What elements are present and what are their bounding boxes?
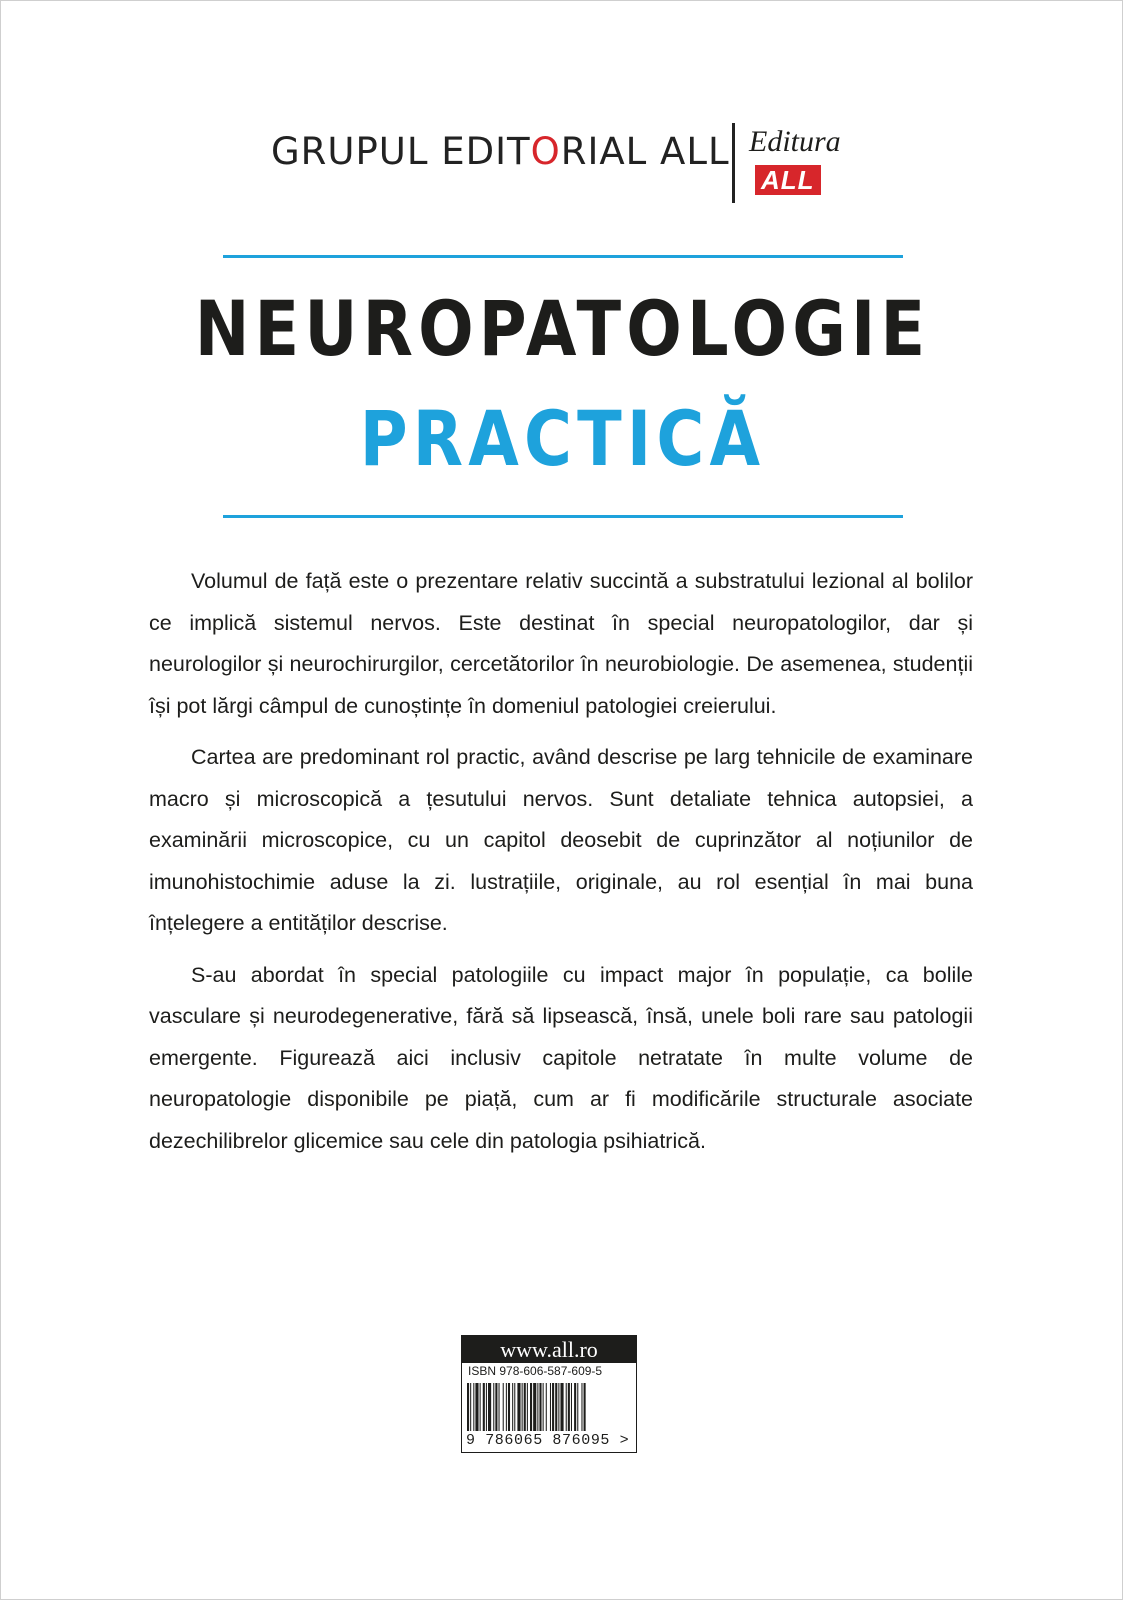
- barcode-bar: [543, 1383, 544, 1431]
- barcode-bar: [512, 1383, 513, 1431]
- barcode-bar: [495, 1383, 497, 1431]
- barcode-bar: [514, 1383, 515, 1431]
- barcode-bar: [533, 1383, 536, 1431]
- logo-script-text: Editura: [749, 125, 841, 158]
- barcode-bar: [506, 1383, 507, 1431]
- barcode-bar: [524, 1383, 526, 1431]
- barcode-bar: [483, 1383, 485, 1431]
- barcode-bar: [527, 1383, 528, 1431]
- barcode-digits: 9 786065 876095 >: [466, 1432, 630, 1449]
- barcode-bar: [537, 1383, 538, 1431]
- barcode-bar: [530, 1383, 532, 1431]
- barcode-bar: [475, 1383, 478, 1431]
- description-paragraph-1: Volumul de față este o prezentare relativ succintă a substratului lezional al bolilor ce implică sistemul nervos. Este destinat în special neuropatologilor, dar și neurologilor și neurochirurgilor, cercetătorilor în neurobiologie. De asemenea, studenții își pot lărgi câmpul de cunoștințe în domeniul patologiei creierului.: [149, 569, 973, 718]
- book-title-line1: NEUROPATOLOGIE: [194, 284, 931, 373]
- barcode-bar: [574, 1383, 576, 1431]
- publisher-divider: [732, 123, 735, 203]
- barcode-bar: [566, 1383, 567, 1431]
- description-text: [149, 561, 973, 1172]
- barcode-bar: [522, 1383, 523, 1431]
- barcode-bar: [558, 1383, 559, 1431]
- website-label: www.all.ro: [462, 1336, 636, 1363]
- barcode-bar: [508, 1383, 510, 1431]
- barcode-bar: [584, 1383, 586, 1431]
- barcode-bar: [539, 1383, 541, 1431]
- barcode-bar: [467, 1383, 469, 1431]
- barcode-bar: [499, 1383, 500, 1431]
- barcode-bar: [486, 1383, 487, 1431]
- publisher-o-mark: O: [530, 130, 561, 173]
- publisher-name-part1: GRUPUL EDIT: [271, 130, 531, 173]
- barcode-bar: [581, 1383, 582, 1431]
- barcode-bar: [517, 1383, 520, 1431]
- barcode-bar: [480, 1383, 481, 1431]
- barcode-bar: [568, 1383, 570, 1431]
- barcode-bar: [488, 1383, 491, 1431]
- barcode-bar: [546, 1383, 547, 1431]
- isbn-label: ISBN 978-606-587-609-5: [468, 1364, 603, 1378]
- title-rule-bottom: [223, 515, 903, 518]
- logo-all-badge: ALL: [755, 165, 821, 195]
- barcode-bar: [550, 1383, 551, 1431]
- barcode-bar: [555, 1383, 557, 1431]
- barcode-bar: [571, 1383, 572, 1431]
- isbn-barcode-block: [461, 1335, 637, 1453]
- barcode-bar: [493, 1383, 494, 1431]
- barcode-bar: [470, 1383, 471, 1431]
- barcode-bar: [577, 1383, 578, 1431]
- barcode-bars: [467, 1383, 631, 1431]
- barcode-bar: [503, 1383, 504, 1431]
- barcode-bar: [560, 1383, 563, 1431]
- publisher-name: [271, 130, 730, 173]
- publisher-name-part2: RIAL ALL: [560, 130, 730, 173]
- description-paragraph-3: S-au abordat în special patologiile cu impact major în populație, ca bolile vasculare și neurodegenerative, fără să lipsească, însă, unele boli rare sau patologii emergente. Figurează aici inclusiv capitole netratate în multe volume de neuropatologie disponibile pe piață, cum ar fi modificările structurale asociate dezechilibrelor glicemice sau cele din patologia psihiatrică.: [149, 962, 973, 1153]
- title-rule-top: [223, 255, 903, 258]
- editura-all-logo: [749, 125, 841, 197]
- book-title-line2: PRACTICĂ: [359, 394, 766, 483]
- barcode-bar: [552, 1383, 554, 1431]
- barcode-bar: [473, 1383, 474, 1431]
- description-paragraph-2: Cartea are predominant rol practic, având descrise pe larg tehnicile de examinare macro și microscopică a țesutului nervos. Sunt detaliate tehnica autopsiei, a examinării microscopice, cu un capitol deosebit de cuprinzător al noțiunilor de imunohistochimie aduse la zi. lustrațiile, originale, au rol esențial în mai buna înțelegere a entităților descrise.: [149, 745, 973, 935]
